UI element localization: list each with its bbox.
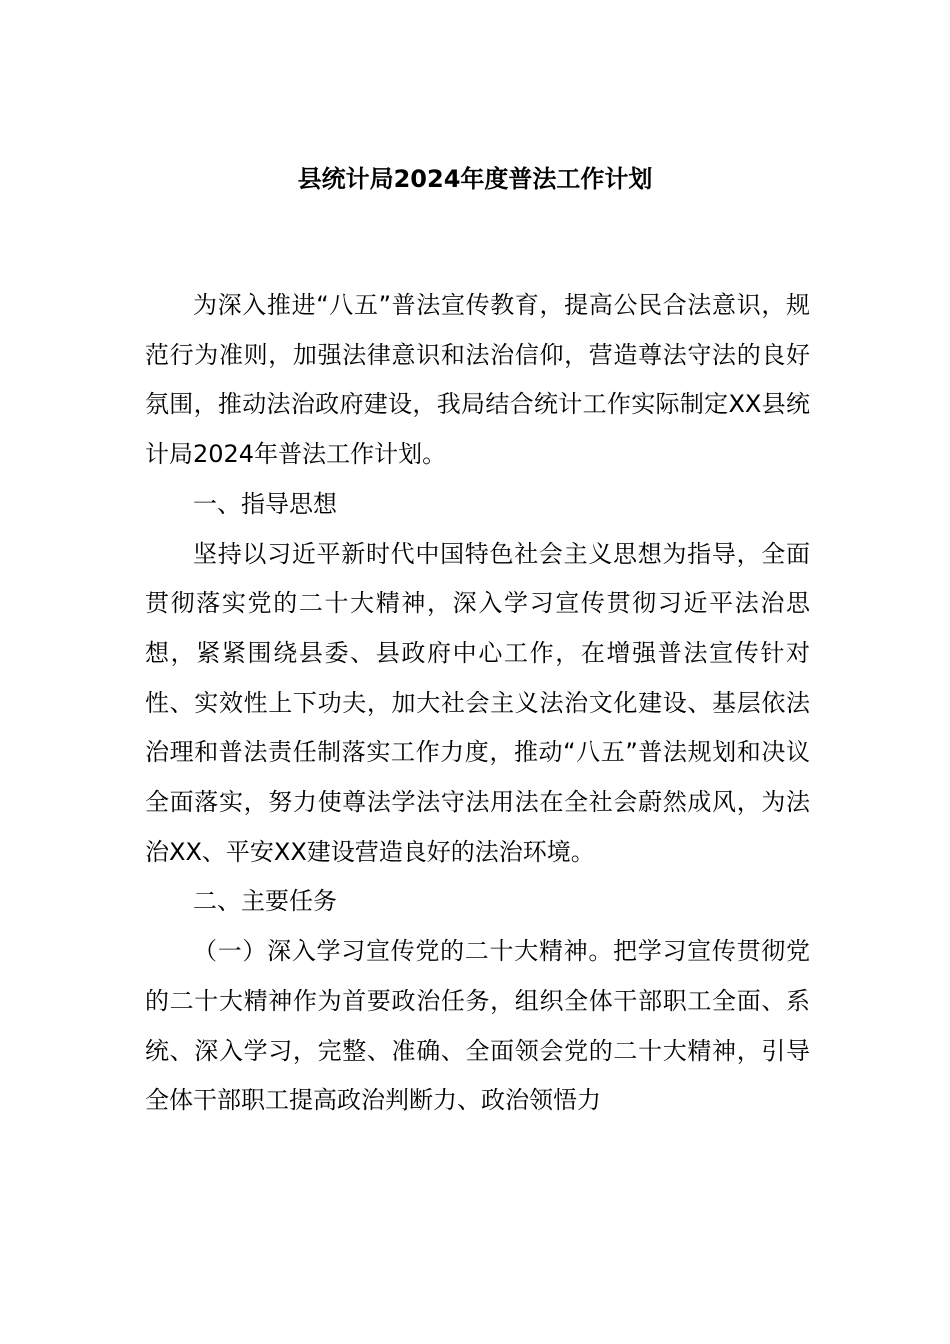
- section-heading-guiding-ideology: 一、指导思想: [193, 489, 337, 518]
- main-task-one-paragraph: （一）深入学习宣传党的二十大精神。把学习宣传贯彻党的二十大精神作为首要政治任务，组织全体干部职工全面、系统、深入学习，完整、准确、全面领会党的二十大精神，引导全体干部职工提高政治判断力、政治领悟力: [145, 937, 810, 1115]
- intro-paragraph: 为深入推进“八五”普法宣传教育，提高公民合法意识，规范行为准则，加强法律意识和法治信仰，营造尊法守法的良好氛围，推动法治政府建设，我局结合统计工作实际制定XX县统计局2024年普法工作计划。: [145, 291, 810, 469]
- document-title: 县统计局2024年度普法工作计划: [297, 165, 653, 193]
- section-heading-main-tasks: 二、主要任务: [193, 887, 337, 916]
- document-body: [145, 281, 810, 1126]
- guiding-ideology-paragraph: 坚持以习近平新时代中国特色社会主义思想为指导，全面贯彻落实党的二十大精神，深入学习宣传贯彻习近平法治思想，紧紧围绕县委、县政府中心工作，在增强普法宣传针对性、实效性上下功夫，加大社会主义法治文化建设、基层依法治理和普法责任制落实工作力度，推动“八五”普法规划和决议全面落实，努力使尊法学法守法用法在全社会蔚然成风，为法治XX、平安XX建设营造良好的法治环境。: [145, 539, 810, 866]
